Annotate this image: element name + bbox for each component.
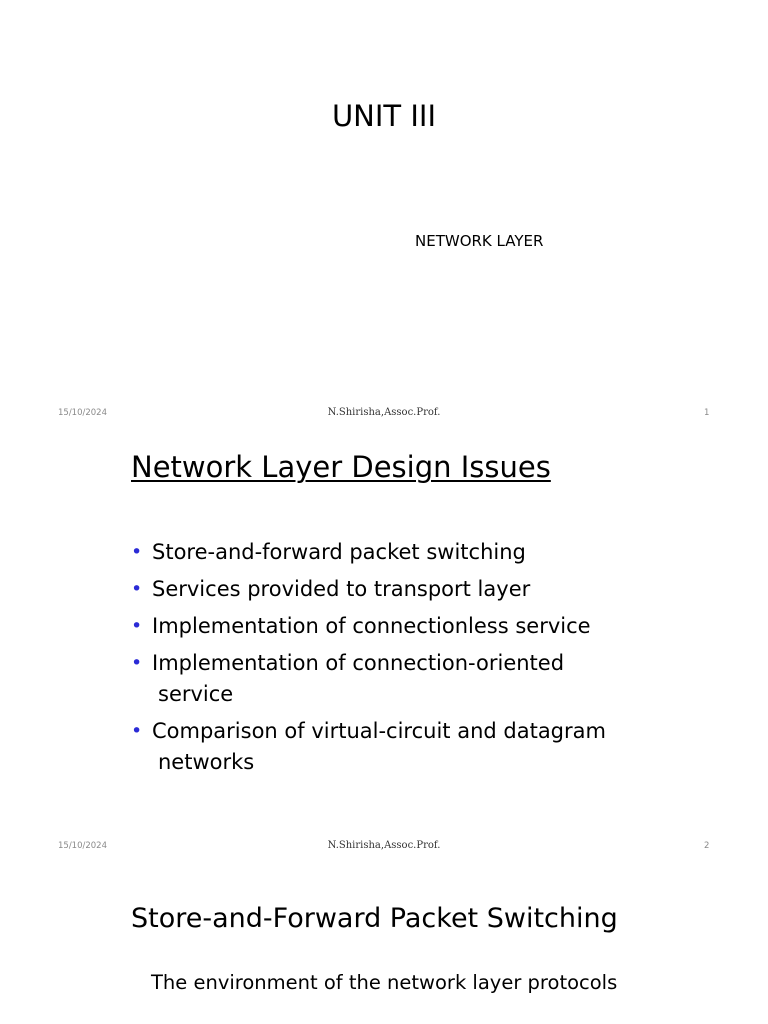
slide-2-page-number: 2 — [704, 841, 710, 851]
bullet-dot-icon: • — [131, 578, 143, 600]
slide-1-footer-author: N.Shirisha,Assoc.Prof. — [327, 407, 441, 418]
bullet-text: Services provided to transport layer — [152, 577, 531, 601]
slide-2-title: Network Layer Design Issues — [131, 450, 551, 484]
bullet-text-continued: networks — [158, 750, 255, 774]
slide-1-title: UNIT III — [331, 99, 437, 133]
slide-3-title: Store-and-Forward Packet Switching — [131, 903, 618, 934]
bullet-dot-icon: • — [131, 652, 143, 674]
slide-1-page-number: 1 — [704, 408, 710, 418]
bullet-item — [131, 537, 651, 568]
bullet-item — [131, 574, 651, 605]
bullet-text: Comparison of virtual-circuit and datagram — [152, 719, 606, 743]
bullet-dot-icon: • — [131, 720, 143, 742]
bullet-text: Implementation of connectionless service — [152, 614, 591, 638]
slide-1-subtitle: NETWORK LAYER — [415, 232, 544, 250]
bullet-item — [131, 716, 651, 778]
slide-3-subtitle: The environment of the network layer protocols — [151, 971, 618, 994]
bullet-text-continued: service — [158, 682, 234, 706]
slide-2-bullet-list — [131, 537, 651, 784]
slide-2-footer-date: 15/10/2024 — [58, 841, 107, 851]
bullet-dot-icon: • — [131, 541, 143, 563]
slide-2-footer-author: N.Shirisha,Assoc.Prof. — [327, 840, 441, 851]
bullet-text: Store-and-forward packet switching — [152, 540, 526, 564]
bullet-text: Implementation of connection-oriented — [152, 651, 565, 675]
bullet-item — [131, 611, 651, 642]
bullet-item — [131, 648, 651, 710]
slide-1-footer-date: 15/10/2024 — [58, 408, 107, 418]
bullet-dot-icon: • — [131, 615, 143, 637]
